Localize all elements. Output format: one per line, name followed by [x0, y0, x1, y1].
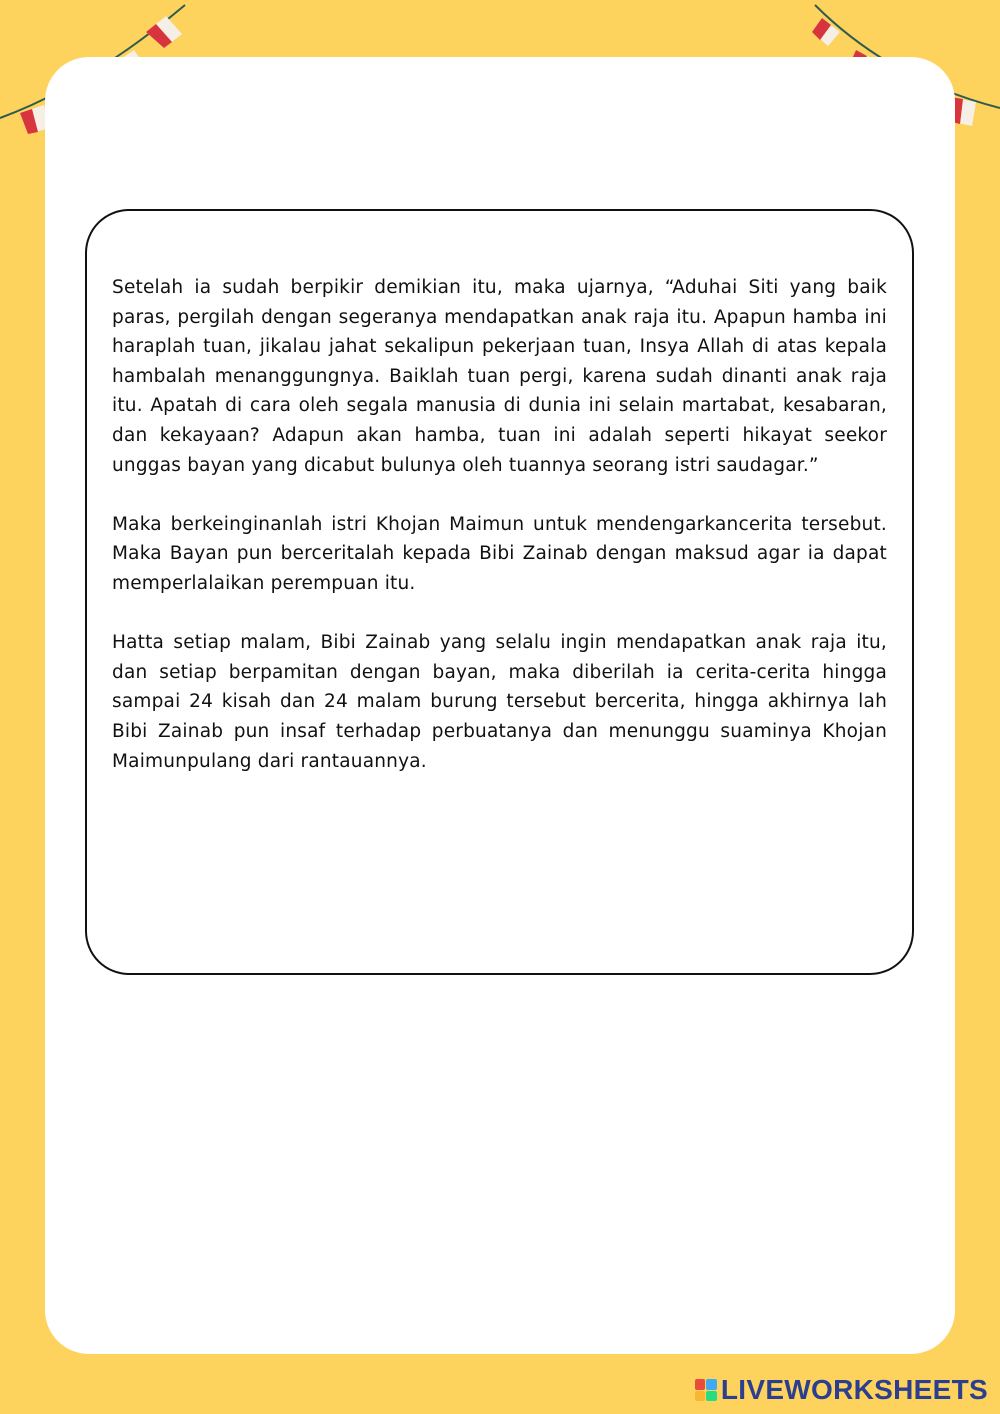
story-paragraph-1: Setelah ia sudah berpikir demikian itu, maka ujarnya, “Aduhai Siti yang baik paras, pergilah dengan segeranya mendapatkan anak raja itu. Apapun hamba ini haraplah tuan, jikalau jahat sekalipun pekerjaan tuan, Insya Allah di atas kepala hambalah menanggungnya. Baiklah tuan pergi, karena sudah dinanti anak raja itu. Apatah di cara oleh segala manusia di dunia ini selain martabat, kesabaran, dan kekayaan? Adapun akan hamba, tuan ini adalah seperti hikayat seekor unggas bayan yang dicabut bulunya oleh tuannya seorang istri saudagar.” [112, 277, 887, 476]
liveworksheets-brand[interactable] [695, 1374, 988, 1406]
brand-name: LIVEWORKSHEETS [720, 1374, 988, 1405]
story-paragraph-2: Maka berkeinginanlah istri Khojan Maimun untuk mendengarkancerita tersebut. Maka Bayan pun berceritalah kepada Bibi Zainab dengan maksud agar ia dapat memperlalaikan perempuan itu. [112, 513, 887, 594]
story-paragraph-3: Hatta setiap malam, Bibi Zainab yang selalu ingin mendapatkan anak raja itu, dan setiap berpamitan dengan bayan, maka diberilah ia cerita-cerita hingga sampai 24 kisah dan 24 malam burung tersebut bercerita, hingga akhirnya lah Bibi Zainab pun insaf terhadap perbuatanya dan menunggu suaminya Khojan Maimunpulang dari rantauannya. [112, 632, 887, 772]
story-text [112, 273, 887, 806]
bunting-flag [812, 18, 840, 46]
liveworksheets-logo-icon [695, 1379, 717, 1401]
bunting-flag [146, 16, 182, 48]
